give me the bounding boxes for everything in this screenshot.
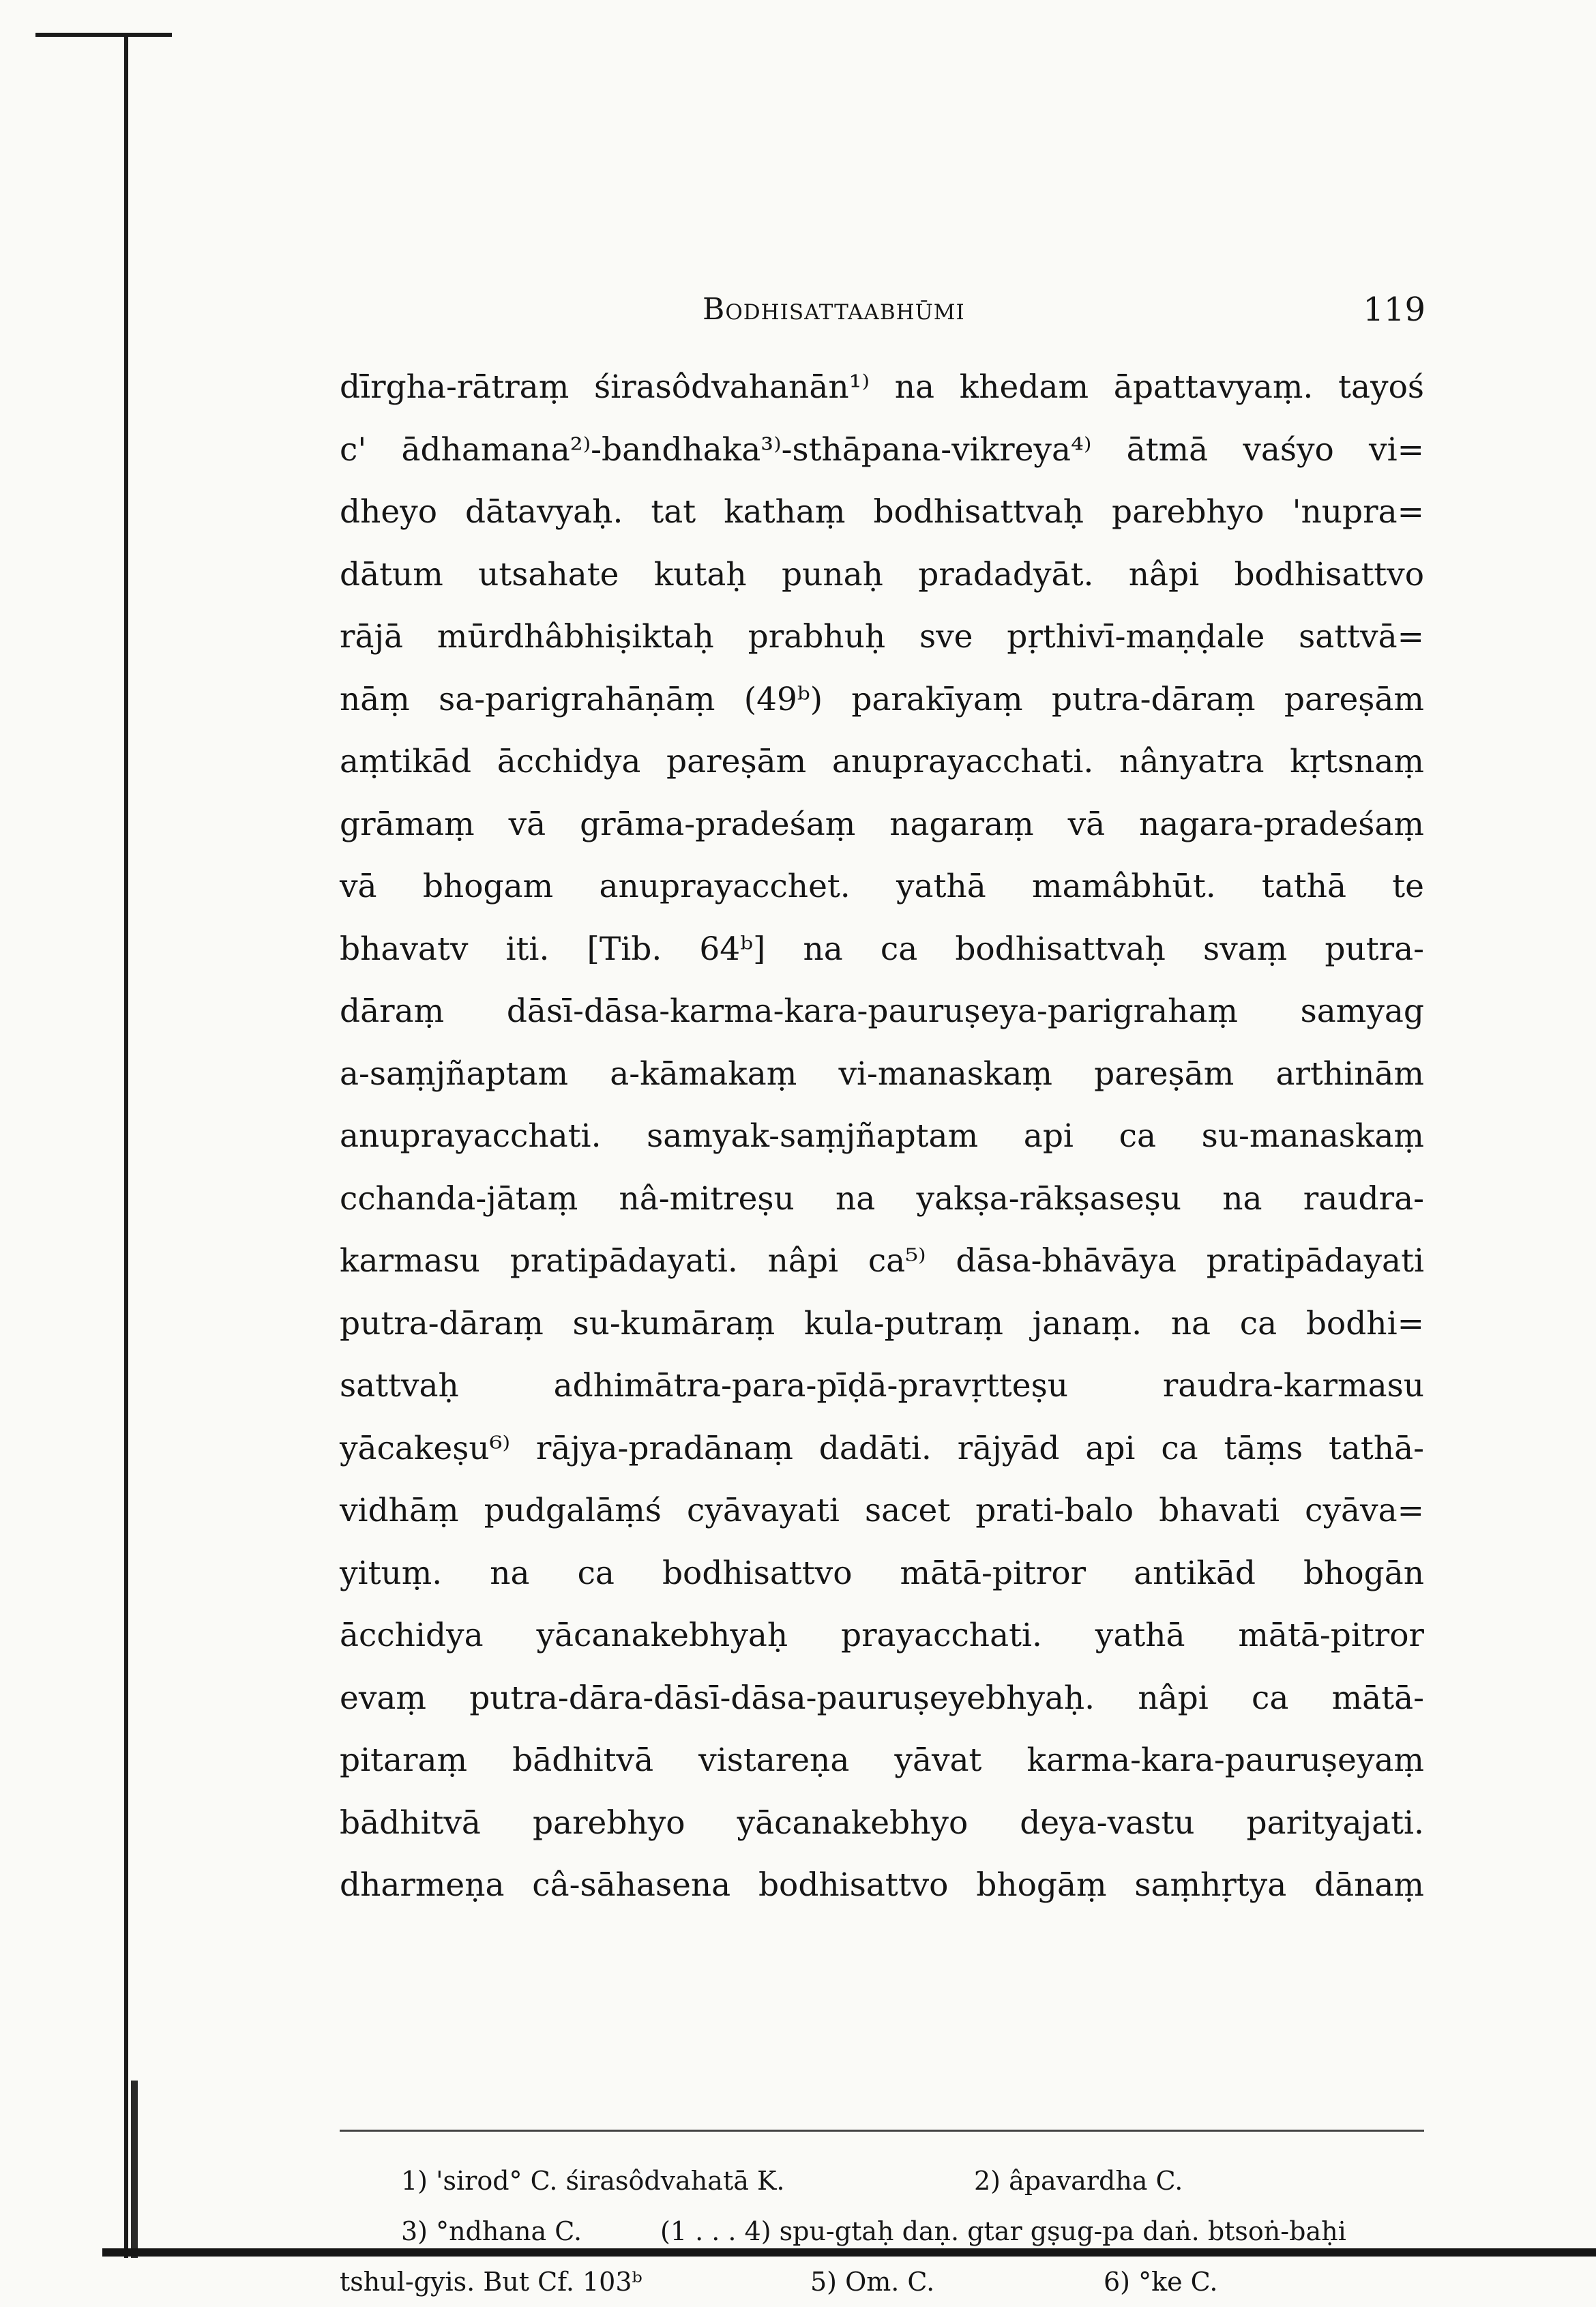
footnote-1: 1) 'sirod° C. śirasôdvahatā K. xyxy=(401,2166,785,2196)
text-line: putra-dāraṃ su-kumāraṃ kula-putraṃ janaṃ. na ca bodhi= xyxy=(340,1304,1424,1342)
binding-spine-shadow xyxy=(131,2081,138,2258)
text-line: bādhitvā parebhyo yācanakebhyo deya-vastu parityajati. xyxy=(340,1804,1424,1842)
text-line: yituṃ. na ca bodhisattvo mātā-pitror antikād bhogān xyxy=(340,1554,1424,1592)
text-line: karmasu pratipādayati. nâpi ca⁵⁾ dāsa-bhāvāya pratipādayati xyxy=(340,1242,1424,1280)
main-text-block xyxy=(340,356,1424,1917)
text-line: vidhāṃ pudgalāṃś cyāvayati sacet prati-balo bhavati cyāva= xyxy=(340,1492,1424,1529)
text-line: vā bhogam anuprayacchet. yathā mamâbhūt. tathā te xyxy=(340,868,1424,905)
text-line: cchanda-jātaṃ nâ-mitreṣu na yakṣa-rākṣaseṣu na raudra- xyxy=(340,1179,1424,1218)
footnote-3: 3) °ndhana C. xyxy=(401,2216,582,2246)
text-line: aṃtikād ācchidya pareṣām anuprayacchati. nânyatra kṛtsnaṃ xyxy=(340,743,1424,780)
text-line: dīrgha-rātraṃ śirasôdvahanān¹⁾ na khedam āpattavyaṃ. tayoś xyxy=(340,368,1424,406)
footnote-separator xyxy=(340,2130,1424,2132)
footnotes xyxy=(340,2156,1424,2307)
text-line: anuprayacchati. samyak-saṃjñaptam api ca su-manaskaṃ xyxy=(340,1117,1424,1155)
book-binding-edge xyxy=(35,0,172,2258)
text-line: nāṃ sa-parigrahāṇāṃ (49ᵇ) parakīyaṃ putra-dāraṃ pareṣām xyxy=(340,680,1424,718)
text-line: c' ādhamana²⁾-bandhaka³⁾-sthāpana-vikreya⁴⁾ ātmā vaśyo vi= xyxy=(340,430,1424,469)
binding-gutter-line xyxy=(124,37,128,2258)
footnote-row xyxy=(340,2257,1424,2307)
text-line: pitaraṃ bādhitvā vistareṇa yāvat karma-kara-pauruṣeyaṃ xyxy=(340,1742,1424,1779)
text-line: rājā mūrdhâbhiṣiktaḥ prabhuḥ sve pṛthivī-maṇḍale sattvā= xyxy=(340,618,1424,656)
running-title: Bodhisattaabhūmi xyxy=(703,292,965,327)
footnote-4: (1 . . . 4) spu-gtaḥ daṇ. gtar gṣug-pa daṅ. btsoṅ-baḥi xyxy=(660,2216,1346,2246)
footnote-4-continued: tshul-gyis. But Cf. 103ᵇ xyxy=(340,2267,642,2297)
footnote-6: 6) °ke C. xyxy=(1104,2267,1218,2297)
footnote-row xyxy=(340,2206,1424,2257)
text-line: grāmaṃ vā grāma-pradeśaṃ nagaraṃ vā nagara-pradeśaṃ xyxy=(340,805,1424,843)
text-line: dātum utsahate kutaḥ punaḥ pradadyāt. nâpi bodhisattvo xyxy=(340,555,1424,593)
text-line: sattvaḥ adhimātra-para-pīḍā-pravṛtteṣu raudra-karmasu xyxy=(340,1367,1424,1405)
text-line: yācakeṣu⁶⁾ rājya-pradānaṃ dadāti. rājyād api ca tāṃs tathā- xyxy=(340,1429,1424,1467)
page-number: 119 xyxy=(1363,291,1425,329)
footnote-2: 2) âpavardha C. xyxy=(974,2166,1183,2196)
page-header xyxy=(703,292,1425,340)
text-line: evaṃ putra-dāra-dāsī-dāsa-pauruṣeyebhyaḥ. nâpi ca mātā- xyxy=(340,1679,1424,1717)
text-line: dheyo dātavyaḥ. tat kathaṃ bodhisattvaḥ parebhyo 'nupra= xyxy=(340,493,1424,531)
footnote-5: 5) Om. C. xyxy=(810,2267,935,2297)
text-line: a-saṃjñaptam a-kāmakaṃ vi-manaskaṃ pareṣām arthinām xyxy=(340,1055,1424,1093)
text-line: dāraṃ dāsī-dāsa-karma-kara-pauruṣeya-parigrahaṃ samyag xyxy=(340,993,1424,1030)
text-line: dharmeṇa câ-sāhasena bodhisattvo bhogāṃ saṃhṛtya dānaṃ xyxy=(340,1866,1424,1904)
binding-top-mark xyxy=(35,33,172,37)
footnote-row xyxy=(340,2156,1424,2206)
text-line: bhavatv iti. [Tib. 64ᵇ] na ca bodhisattvaḥ svaṃ putra- xyxy=(340,930,1424,968)
text-line: ācchidya yācanakebhyaḥ prayacchati. yathā mātā-pitror xyxy=(340,1617,1424,1654)
